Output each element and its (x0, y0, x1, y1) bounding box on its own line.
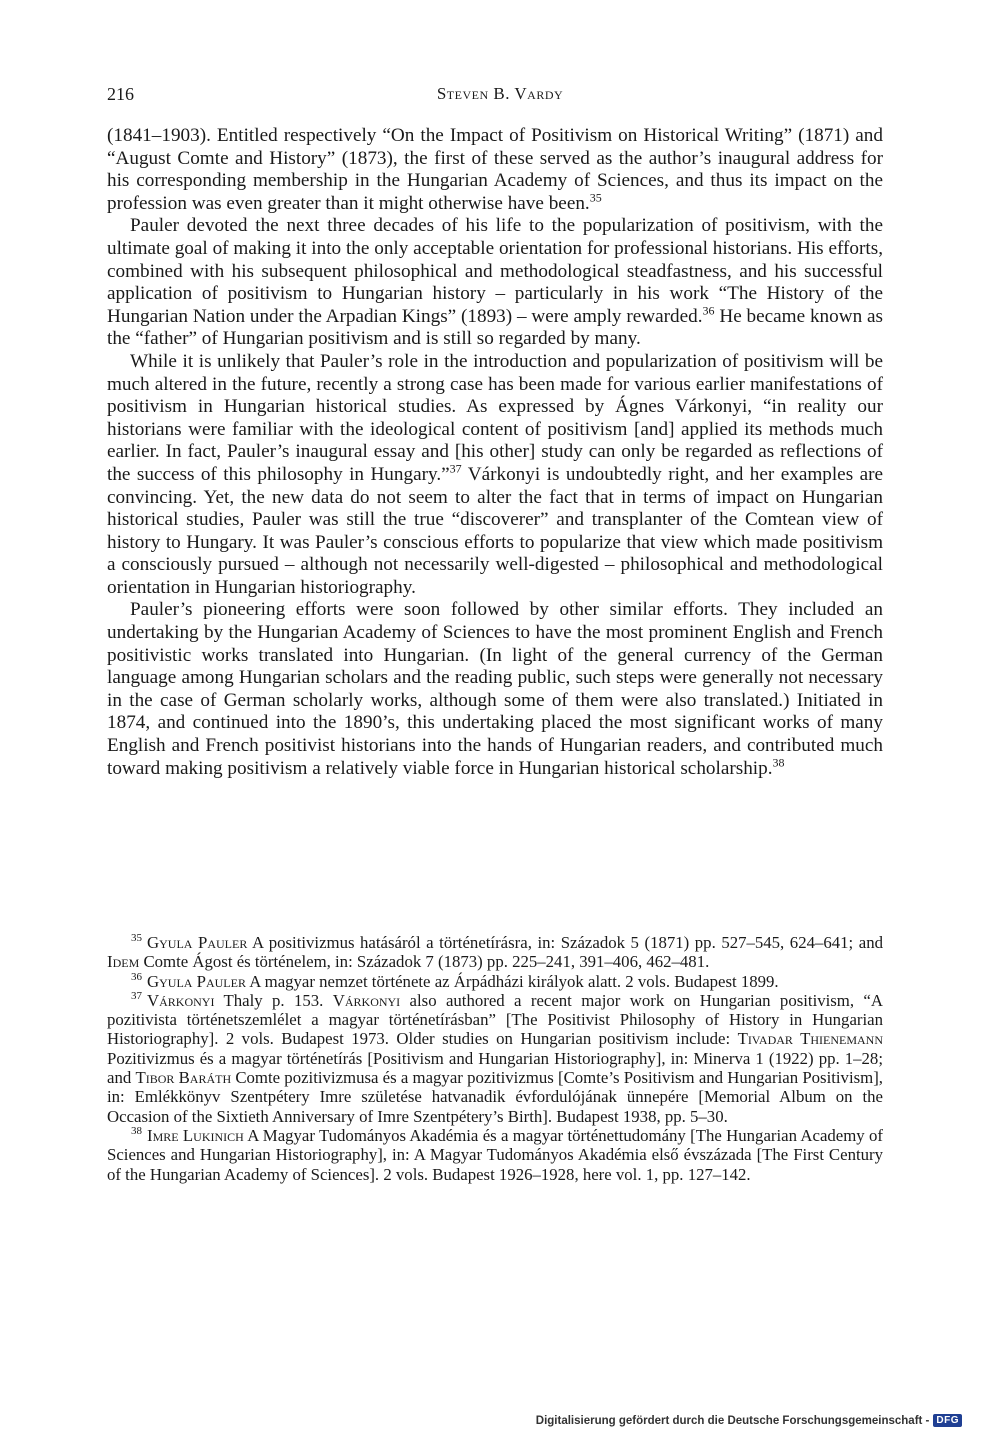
footnote-text: Comte pozitivizmusa és a magyar pozitivizmus [Comte’s Positivism and Hungarian Positivism], in: Emlékkönyv Szentpétery Imre születése hatvanadik évfordulójának ünnepére [Memorial Album on the Occasion of the Sixtieth Anniversary of Imre Szentpétery’s Birth]. Budapest 1938, pp. 5–30. (107, 1068, 883, 1126)
author-name: Imre Lukinich (147, 1125, 244, 1145)
footnote-ref: 37 (449, 461, 462, 476)
footnote-37 (107, 991, 883, 1126)
author-name: Gyula Pauler (147, 971, 246, 991)
paragraph-text: While it is unlikely that Pauler’s role in the introduction and popularization of positivism will be much altered in the future, recently a strong case has been made for various earlier manifestations of positivism in Hungarian historical studies. As expressed by Ágnes Várkonyi, “in reality our historians were familiar with the ideological content of positivism [and] applied its methods much earlier. In fact, Pauler’s inaugural essay and [his other] study can only be regarded as reflections of the success of this philosophy in Hungary.” (107, 350, 883, 485)
footnote-ref: 38 (772, 755, 785, 770)
paragraph-text: Várkonyi is undoubtedly right, and her examples are convincing. Yet, the new data do not seem to alter the fact that in terms of impact on Hungarian historical studies, Pauler was still the true “discoverer” and transplanter of the Comtean view of history to Hungary. It was Pauler’s conscious efforts to popularize that view which made positivism a consciously pursued – although not necessarily well-digested – philosophical and methodological orientation in Hungarian historiography. (107, 463, 884, 598)
footnote-38 (107, 1126, 883, 1184)
paragraph (107, 215, 883, 351)
paragraph (107, 351, 883, 600)
footnote-ref: 35 (589, 190, 602, 205)
running-head-author: Steven B. Vardy (436, 84, 564, 103)
footnote-text: Pozitivizmus és a magyar történetírás [Positivism and Hungarian Historiography], in: Minerva 1 (1922) pp. 1–28; and (107, 1048, 883, 1088)
author-name: Tivadar Thienemann (737, 1029, 883, 1049)
footnote-ref: 36 (702, 303, 715, 318)
paragraph-text: (1841–1903). Entitled respectively “On the Impact of Positivism on Historical Writing” (1871) and “August Comte and History” (1873), the first of these served as the author’s inaugural address for his corresponding membership in the Hungarian Academy of Sciences, and thus its impact on the profession was even greater than it might otherwise have been. (107, 125, 883, 214)
footnote-text: also authored a recent major work on Hungarian positivism, “A pozitivista történetszemlélet a magyar történetírásban” [The Positivist Philosophy of History in Hungarian Historiography]. 2 vols. Budapest 1973. Older studies on Hungarian positivism include: (107, 990, 883, 1049)
footnote-text: A Magyar Tudományos Akadémia és a magyar történettudomány [The Hungarian Academy of Sciences and Hungarian Historiography], in: A Magyar Tudományos Akadémia első évszázada [The First Century of the Hungarian Academy of Sciences]. 2 vols. Budapest 1926–1928, here vol. 1, pp. 127–142. (107, 1125, 883, 1184)
paragraph (107, 599, 883, 780)
footnote-number: 38 (131, 1125, 142, 1138)
footnote-text: Thaly p. 153. (214, 990, 333, 1010)
paragraph-text: He became known as the “father” of Hungarian positivism and is still so regarded by many. (107, 305, 883, 350)
footnotes (107, 933, 883, 1184)
footer-text: Digitalisierung gefördert durch die Deutsche Forschungsgemeinschaft - (535, 1414, 930, 1427)
main-text (107, 125, 883, 780)
footnote-number: 36 (131, 971, 142, 983)
author-name: Tibor Baráth (135, 1068, 232, 1088)
digitization-footer (536, 1414, 962, 1427)
author-name: Idem (107, 952, 140, 972)
page-number: 216 (107, 84, 134, 104)
footnote-number: 35 (131, 932, 142, 945)
dfg-logo: DFG (933, 1414, 962, 1427)
author-name: Várkonyi (147, 990, 215, 1010)
paragraph-text: Pauler devoted the next three decades of his life to the popularization of positivism, with the ultimate goal of making it into the only acceptable orientation for professional historians. His efforts, combined with his subsequent philosophical and methodological steadfastness, and his successful application of positivism to Hungarian history – particularly in his work “The History of the Hungarian Nation under the Arpadian Kings” (1893) – were amply rewarded. (107, 215, 883, 327)
author-name: Gyula Pauler (147, 933, 248, 952)
paragraph-text: Pauler’s pioneering efforts were soon followed by other similar efforts. They included an undertaking by the Hungarian Academy of Sciences to have the most prominent English and French positivistic works translated into Hungarian. (In light of the general currency of the German language among Hungarian scholars and the reading public, such steps were generally not necessary in the case of German scholarly works, although some of them were also translated.) Initiated in 1874, and continued into the 1890’s, this undertaking placed the most significant works of many English and French positivist historians into the hands of Hungarian readers, and contributed much toward making positivism a relatively viable force in Hungarian historical scholarship. (107, 599, 883, 779)
footnote-text: Comte Ágost és történelem, in: Századok 7 (1873) pp. 225–241, 391–406, 462–481. (139, 952, 710, 972)
footnote-35 (107, 933, 883, 972)
author-name: Várkonyi (332, 990, 401, 1010)
footnote-text: A positivizmus hatásáról a történetírásra, in: Századok 5 (1871) pp. 527–545, 624–641; and (247, 933, 883, 952)
footnote-number: 37 (131, 990, 142, 1003)
footnote-36 (107, 972, 883, 991)
paragraph (107, 125, 883, 215)
footnote-text: A magyar nemzet története az Árpádházi királyok alatt. 2 vols. Budapest 1899. (245, 971, 779, 991)
